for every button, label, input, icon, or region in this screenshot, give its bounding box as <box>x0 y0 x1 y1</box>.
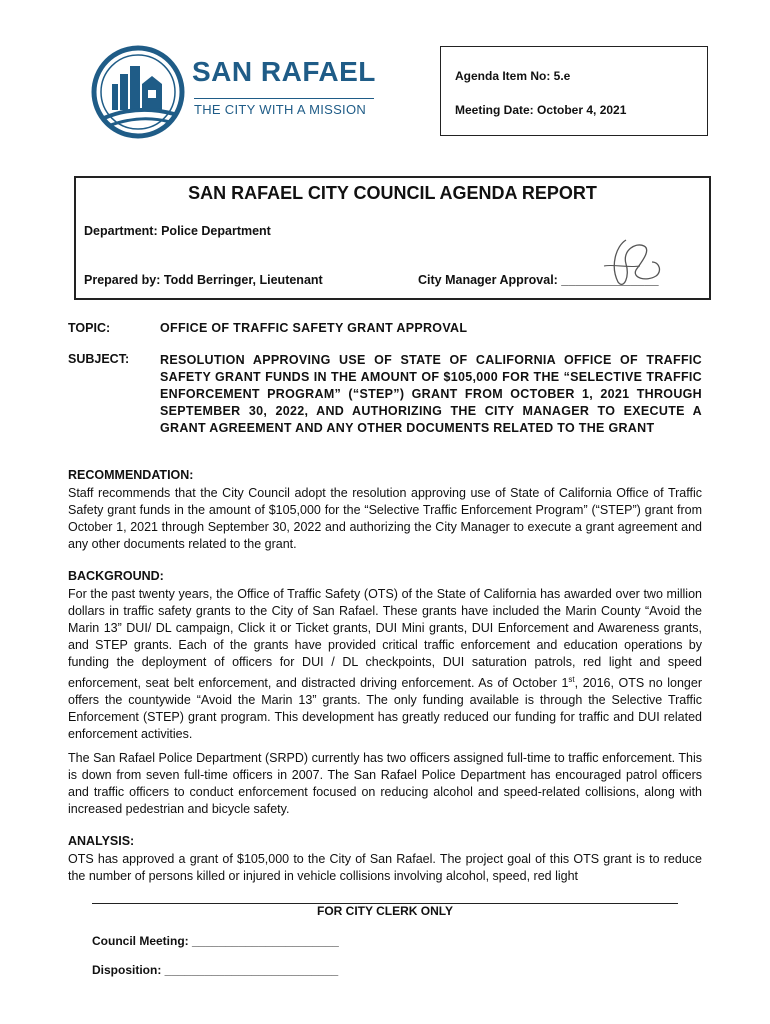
subject-label: SUBJECT: <box>68 352 130 366</box>
disposition-field: Disposition: __________________________ <box>92 963 339 977</box>
clerk-title: FOR CITY CLERK ONLY <box>316 904 453 918</box>
subject-text: RESOLUTION APPROVING USE OF STATE OF CALIFORNIA OFFICE OF TRAFFIC SAFETY GRANT FUNDS IN THE AMOUNT OF $105,000 FOR THE “SELECTIVE TRAFFIC ENFORCEMENT PROGRAM” (“STEP”) GRANT FROM OCTOBER 1, 2021 THROUGH SEPTEMBER 30, 2022, AND AUTHORIZING THE CITY MANAGER TO EXECUTE A GRANT AGREEMENT AND ANY OTHER DOCUMENTS RELATED TO THE GRANT <box>160 353 702 435</box>
city-manager-approval: City Manager Approval: ______________ <box>418 273 659 287</box>
logo-divider <box>194 98 374 99</box>
meeting-date: Meeting Date: October 4, 2021 <box>455 103 627 117</box>
council-meeting-field: Council Meeting: ______________________ <box>92 934 339 948</box>
report-title: SAN RAFAEL CITY COUNCIL AGENDA REPORT <box>188 183 597 203</box>
logo-name: SAN RAFAEL <box>192 56 376 87</box>
recommendation-heading: RECOMMENDATION: <box>68 468 194 482</box>
department: Department: Police Department <box>84 224 271 238</box>
analysis-heading: ANALYSIS: <box>68 834 135 848</box>
topic-label: TOPIC: <box>68 321 111 335</box>
background-p1-text: For the past twenty years, the Office of Traffic Safety (OTS) of the State of California has awarded over two million dollars in traffic safety grants to the City of San Rafael. These grants have included the Marin County “Avoid the Marin 13” DUI/ DL campaign, Click it or Ticket grants, DUI Mini grants, DUI Enforcement and Awareness grants, and STEP grants. Each of the grants have provided critical traffic enforcement and education operations by funding the deployment of officers for DUI / DL checkpoints, DUI saturation patrols, red light and speed enforcement, seat belt enforcement, and distracted driving enforcement. As of October 1 <box>68 587 702 691</box>
background-heading: BACKGROUND: <box>68 569 164 583</box>
ordinal-suffix: st <box>568 675 575 684</box>
report-header-box <box>74 176 711 300</box>
san-rafael-logo <box>90 44 380 140</box>
agenda-item-number: Agenda Item No: 5.e <box>455 69 571 83</box>
signature-icon <box>596 236 676 294</box>
agenda-info-box <box>440 46 708 136</box>
analysis-text: OTS has approved a grant of $105,000 to the City of San Rafael. The project goal of this OTS grant is to reduce the number of persons killed or injured in vehicle collisions involving alcohol, speed, red light <box>68 852 702 883</box>
prepared-by: Prepared by: Todd Berringer, Lieutenant <box>84 273 323 287</box>
background-paragraph-1 <box>68 586 702 743</box>
recommendation-text: Staff recommends that the City Council adopt the resolution approving use of State of California Office of Traffic Safety grant funds in the amount of $105,000 for the “Selective Traffic Enforcement Program” (“STEP”) grant from October 1, 2021 through September 30, 2022 and authorizing the City Manager to execute a grant agreement and any other documents related to the grant. <box>68 486 702 551</box>
topic-text: OFFICE OF TRAFFIC SAFETY GRANT APPROVAL <box>160 321 468 335</box>
background-p1-text-continued: , 2016, OTS no longer offers the countywide “Avoid the Marin 13” grants. The only funding available is through the Selective Traffic Enforcement (STEP) grant program. This development has greatly reduced our funding for traffic and DUI related enforcement activities. <box>68 676 702 742</box>
logo-tagline: THE CITY WITH A MISSION <box>194 102 367 117</box>
background-paragraph-2: The San Rafael Police Department (SRPD) currently has two officers assigned full-time to traffic enforcement. This is down from seven full-time officers in 2007. The San Rafael Police Department has encouraged patrol officers and traffic officers to conduct enforcement focused on reducing alcohol and speed-related collisions, along with increased pedestrian and bicycle safety. <box>68 751 702 816</box>
city-seal-icon <box>90 44 186 140</box>
